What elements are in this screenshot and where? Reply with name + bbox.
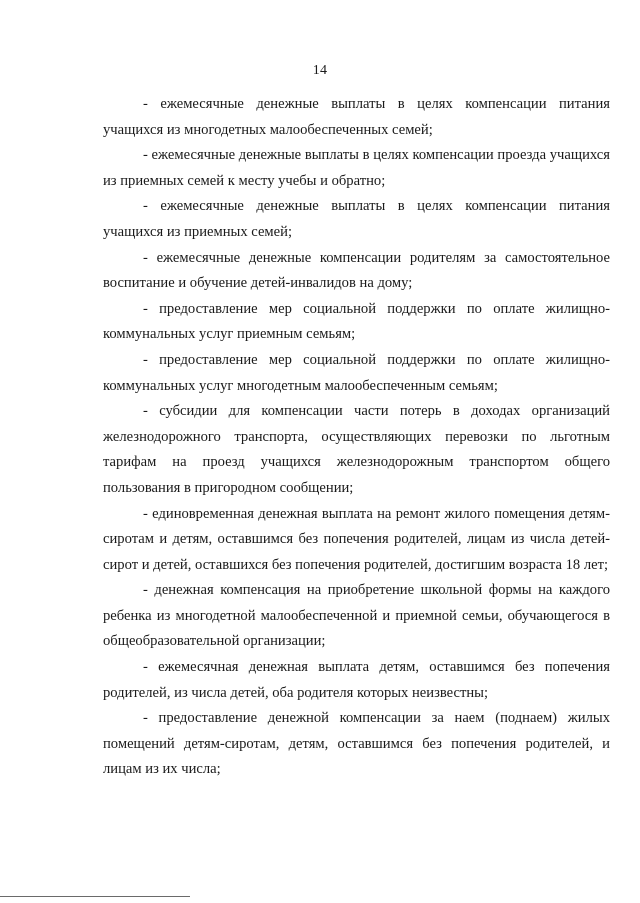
- list-item: - денежная компенсация на приобретение школьной формы на каждого ребенка из многодетной малообеспеченной и приемной семьи, обучающегося в общеобразовательной организации;: [103, 582, 610, 650]
- document-body: [103, 92, 610, 783]
- list-item: - предоставление мер социальной поддержки по оплате жилищно-коммунальных услуг многодетным малообеспеченным семьям;: [103, 351, 610, 394]
- page-number: 14: [312, 63, 328, 78]
- list-item: - ежемесячные денежные компенсации родителям за самостоятельное воспитание и обучение детей-инвалидов на дому;: [103, 249, 610, 292]
- list-item: - субсидии для компенсации части потерь в доходах организаций железнодорожного транспорта, осуществляющих перевозки по льготным тарифам на проезд учащихся железнодорожным транспортом общего пользования в пригородном сообщении;: [103, 403, 610, 496]
- list-item: - ежемесячная денежная выплата детям, оставшимся без попечения родителей, из числа детей, оба родителя которых неизвестны;: [103, 659, 610, 701]
- list-item: - ежемесячные денежные выплаты в целях компенсации проезда учащихся из приемных семей к месту учебы и обратно;: [103, 147, 610, 189]
- footer-divider: [0, 896, 190, 897]
- list-item: - единовременная денежная выплата на ремонт жилого помещения детям-сиротам и детям, оставшимся без попечения родителей, лицам из числа детей-сирот и детей, оставшихся без попечения родителей, достигшим возраста 18 лет;: [103, 505, 610, 573]
- list-item: - предоставление денежной компенсации за наем (поднаем) жилых помещений детям-сиротам, детям, оставшимся без попечения родителей, и лицам из их числа;: [103, 710, 610, 778]
- list-item: - предоставление мер социальной поддержки по оплате жилищно-коммунальных услуг приемным семьям;: [103, 300, 610, 343]
- list-item: - ежемесячные денежные выплаты в целях компенсации питания учащихся из многодетных малообеспеченных семей;: [103, 96, 610, 138]
- list-item: - ежемесячные денежные выплаты в целях компенсации питания учащихся из приемных семей;: [103, 198, 610, 240]
